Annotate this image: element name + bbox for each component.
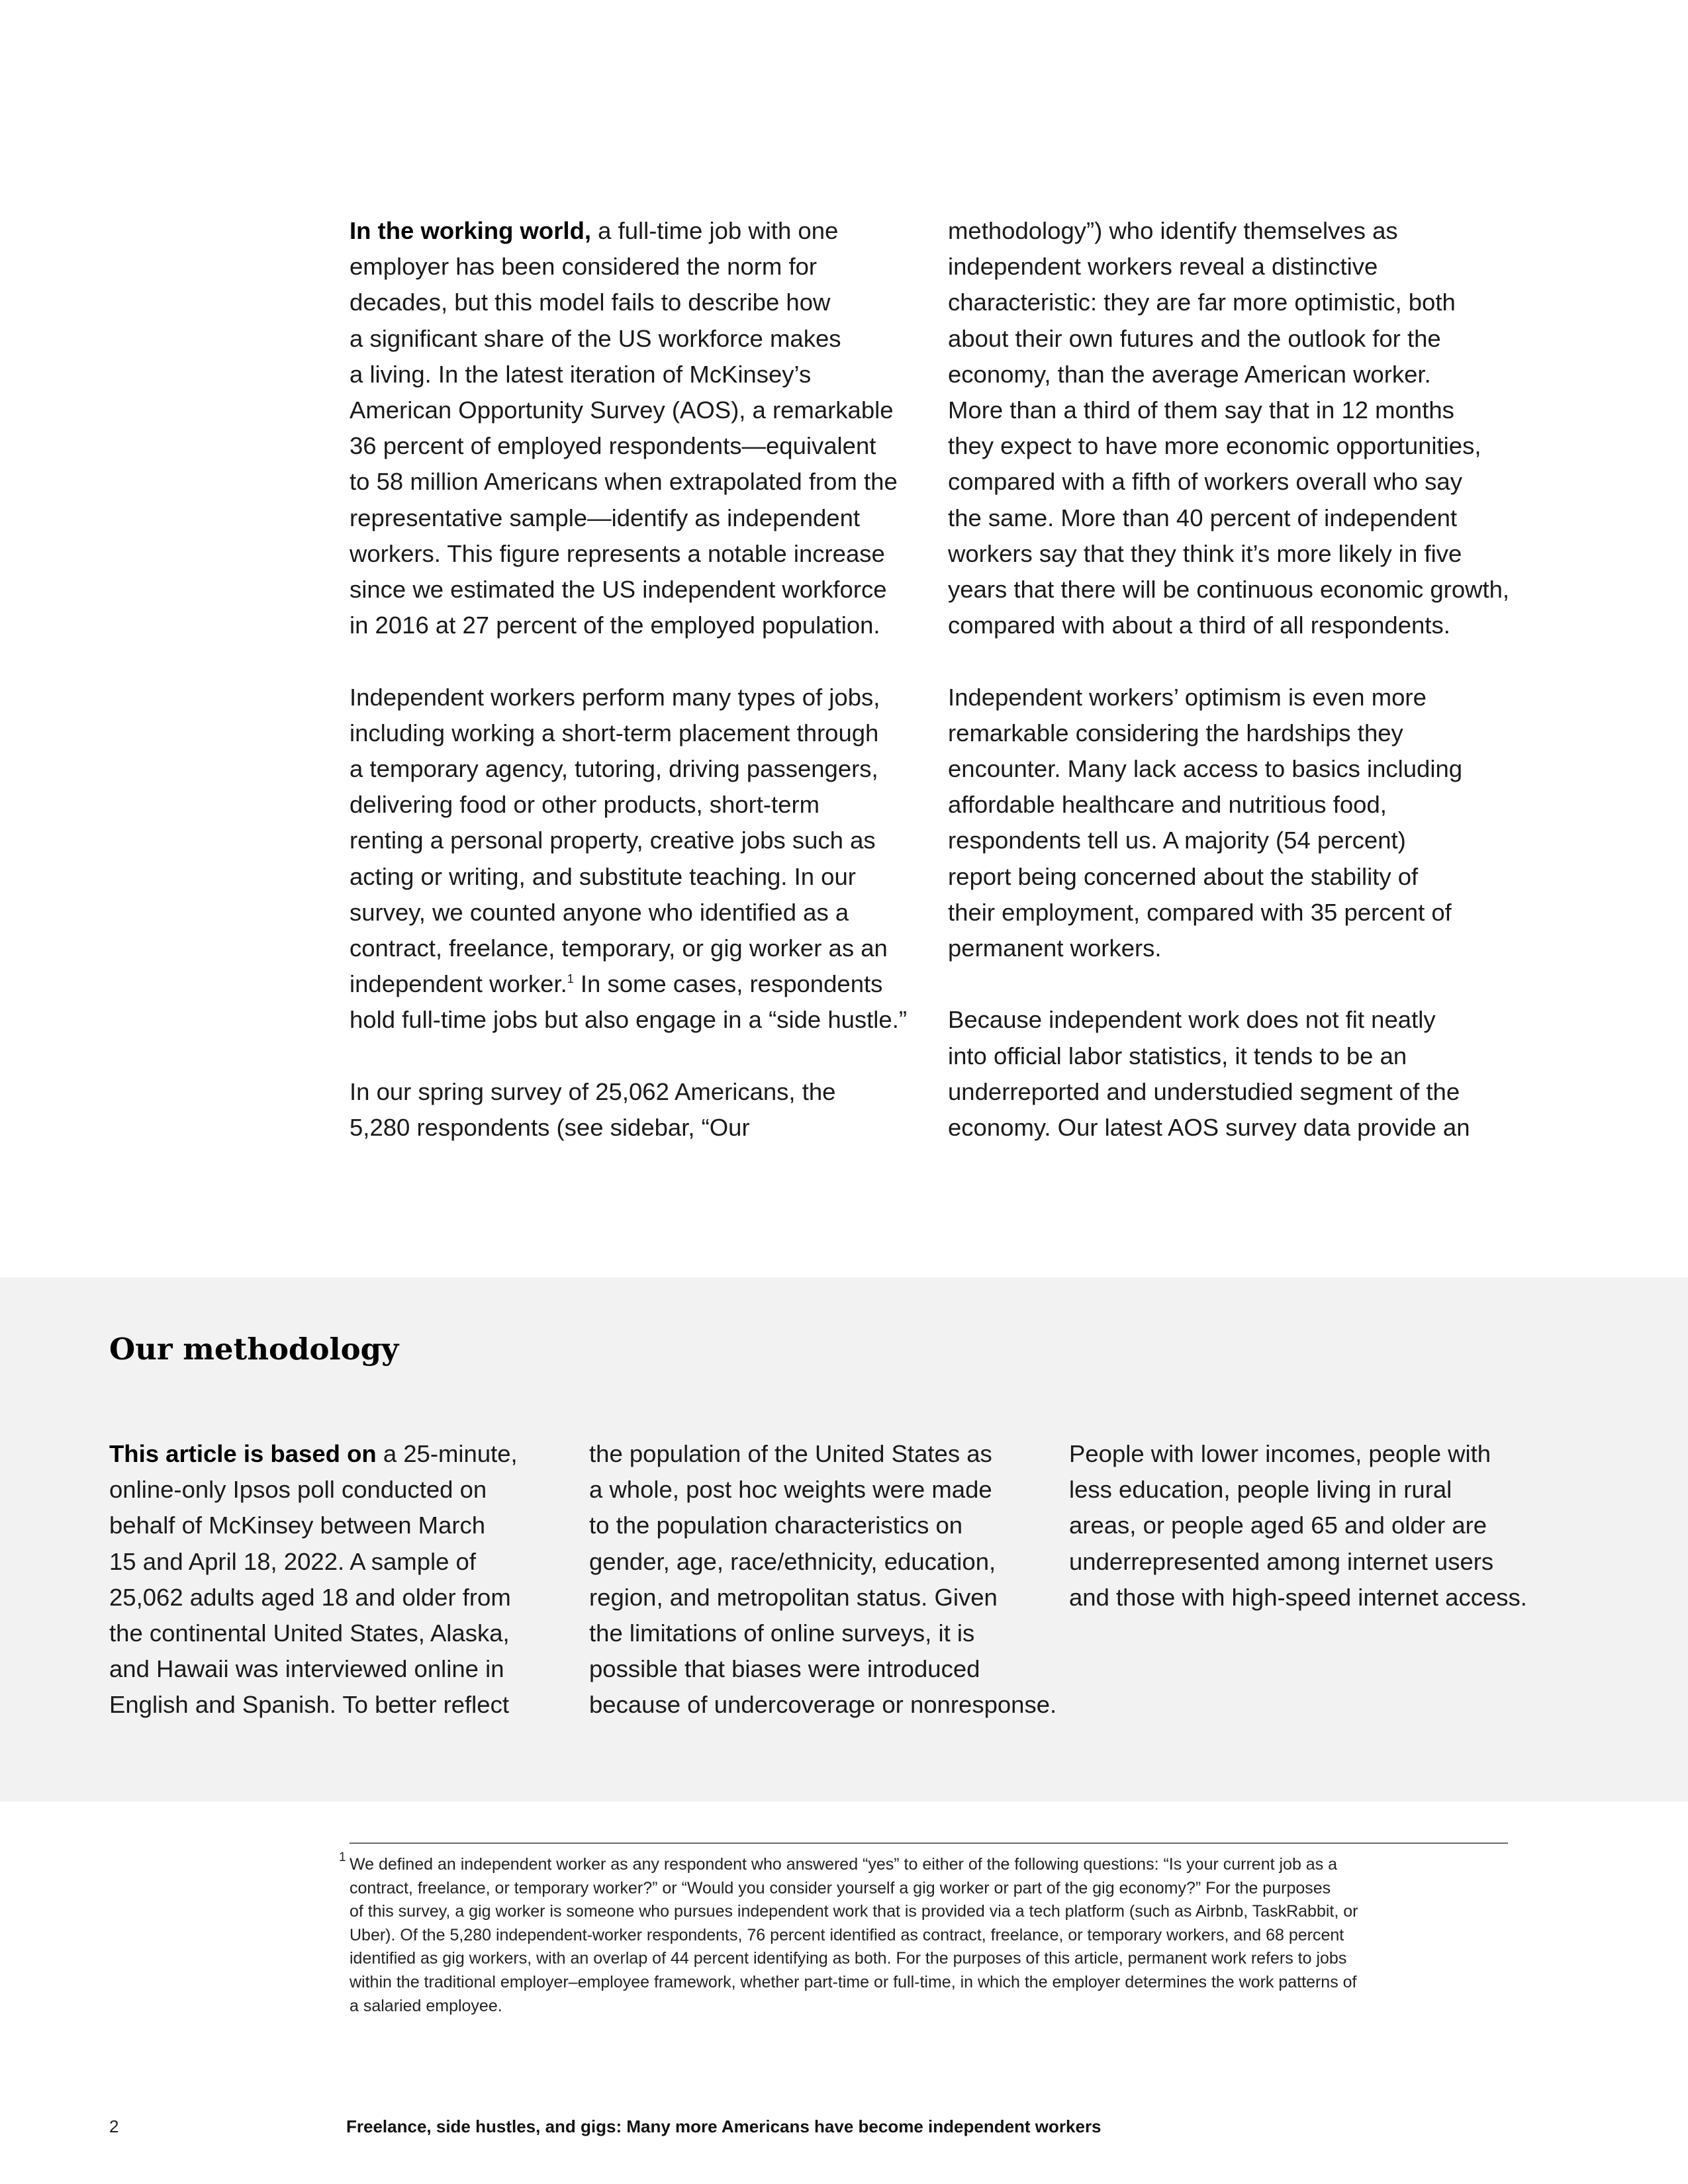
paragraph-optimism [948,213,1509,643]
text-line: online-only Ipsos poll conducted on [109,1476,487,1504]
article-column-left [350,213,907,1146]
text-line: about their own futures and the outlook for the [948,324,1441,352]
paragraph-statistics [948,1002,1509,1146]
text-line: workers say that they think it’s more likely in five [948,539,1462,567]
text-line: 25,062 adults aged 18 and older from [109,1583,511,1611]
text-line: renting a personal property, creative jobs such as [350,827,876,854]
text-line: characteristic: they are far more optimistic, both [948,289,1456,316]
text-line: including working a short-term placement through [350,719,879,747]
text-line: Independent workers perform many types of jobs, [350,683,880,711]
text-line: encounter. Many lack access to basics including [948,755,1463,783]
text-line: decades, but this model fails to describe how [350,289,831,316]
page-number: 2 [109,2116,119,2136]
text-line: affordable healthcare and nutritious food, [948,791,1387,819]
text-line: in 2016 at 27 percent of the employed population. [350,612,880,639]
running-title: Freelance, side hustles, and gigs: Many more Americans have become independent workers [346,2116,1102,2136]
footnote-line: Uber). Of the 5,280 independent-worker respondents, 76 percent identified as contract, freelance, or temporary workers, and 68 percent [350,1925,1344,1944]
text-line: independent workers reveal a distinctive [948,253,1378,281]
text-line: economy, than the average American worker. [948,360,1431,388]
text-line: behalf of McKinsey between March [109,1512,486,1539]
text-line: In our spring survey of 25,062 Americans, the [350,1077,836,1105]
text-line: employer has been considered the norm for [350,253,818,281]
text-line: report being concerned about the stability of [948,862,1419,890]
text-line: region, and metropolitan status. Given [589,1583,998,1611]
text-line: because of undercoverage or nonresponse. [589,1691,1057,1719]
text-line: years that there will be continuous economic growth, [948,576,1510,604]
text-line: a whole, post hoc weights were made [589,1476,992,1504]
text-line: representative sample—identify as independent [350,504,861,531]
footnote-line: contract, freelance, or temporary worker?” or “Would you consider yourself a gig worker or part of the gig economy?” For the purposes [350,1878,1331,1897]
text-line: This article is based on a 25-minute, [109,1440,518,1467]
text-line: 36 percent of employed respondents—equivalent [350,432,876,460]
text-line: to 58 million Americans when extrapolated from the [350,468,898,496]
paragraph-hardships [948,680,1509,967]
paragraph-job-types [350,680,907,1038]
text-line: More than a third of them say that in 12 months [948,396,1454,424]
text-line: they expect to have more economic opportunities, [948,432,1481,460]
text-line: the continental United States, Alaska, [109,1619,510,1647]
text-line: into official labor statistics, it tends to be an [948,1042,1407,1069]
footnote-divider [350,1843,1508,1844]
text-line: a temporary agency, tutoring, driving passengers, [350,755,878,783]
text-line: compared with a fifth of workers overall who say [948,468,1462,496]
footnote-reference[interactable]: 1 [567,972,574,986]
footnote-line: of this survey, a gig worker is someone who pursues independent work that is provided via a tech platform (such as Airbnb, TaskRabbit, or [350,1902,1358,1921]
sidebar-title: Our methodology [109,1332,399,1367]
text-line: gender, age, race/ethnicity, education, [589,1547,996,1575]
paragraph-intro [350,213,907,643]
text-line: In the working world, a full-time job with one [350,217,839,244]
text-line: Because independent work does not fit neatly [948,1006,1436,1034]
text-line: their employment, compared with 35 percent of [948,898,1452,926]
sidebar-column-1 [109,1436,518,1723]
text-line: since we estimated the US independent workforce [350,576,887,604]
text-line: a living. In the latest iteration of McKinsey’s [350,360,812,388]
text-line: independent worker.$^1$ In some cases, respondents [350,970,883,998]
text-line: possible that biases were introduced [589,1655,980,1683]
paragraph-survey [350,1074,907,1146]
sidebar-column-2 [589,1436,1056,1723]
text-line: and Hawaii was interviewed online in [109,1655,504,1683]
text-line: 15 and April 18, 2022. A sample of [109,1547,476,1575]
text-line: workers. This figure represents a notable increase [350,539,885,567]
text-line: People with lower incomes, people with [1069,1440,1491,1467]
text-line: acting or writing, and substitute teaching. In our [350,862,856,890]
text-line: American Opportunity Survey (AOS), a remarkable [350,396,894,424]
text-line: 5,280 respondents (see sidebar, “Our [350,1114,750,1142]
footnote-number: 1 [339,1850,346,1864]
text-line: delivering food or other products, short-term [350,791,820,819]
footnote-line: We defined an independent worker as any respondent who answered “yes” to either of the following questions: “Is your current job as a [350,1855,1338,1874]
footnote-line: a salaried employee. [350,1996,502,2015]
text-line: a significant share of the US workforce makes [350,324,841,352]
text-line: permanent workers. [948,934,1162,962]
sidebar-column-3 [1069,1436,1527,1615]
text-line: less education, people living in rural [1069,1476,1452,1504]
text-line: hold full-time jobs but also engage in a “side hustle.” [350,1006,908,1034]
text-line: economy. Our latest AOS survey data provide an [948,1114,1470,1142]
text-line: methodology”) who identify themselves as [948,217,1398,244]
text-line: underrepresented among internet users [1069,1547,1494,1575]
text-line: underreported and understudied segment of the [948,1077,1460,1105]
text-line: the same. More than 40 percent of independent [948,504,1458,531]
text-line: compared with about a third of all respondents. [948,612,1450,639]
text-line: survey, we counted anyone who identified as a [350,898,849,926]
text-line: contract, freelance, temporary, or gig worker as an [350,934,888,962]
article-column-right [948,213,1509,1146]
text-line: remarkable considering the hardships they [948,719,1403,747]
text-line: areas, or people aged 65 and older are [1069,1512,1487,1539]
text-line: respondents tell us. A majority (54 percent) [948,827,1406,854]
footnote-line: identified as gig workers, with an overlap of 44 percent identifying as both. For the purposes of this article, permanent work refers to jobs [350,1949,1347,1968]
text-line: the population of the United States as [589,1440,992,1467]
lead-in: This article is based on [109,1440,377,1467]
text-line: to the population characteristics on [589,1512,963,1539]
text-line: the limitations of online surveys, it is [589,1619,975,1647]
text-line: and those with high-speed internet access. [1069,1583,1527,1611]
text-line: Independent workers’ optimism is even more [948,683,1427,711]
footnote-text [350,1853,1358,2018]
lead-in: In the working world, [350,217,591,244]
footnote-line: within the traditional employer–employee framework, whether part-time or full-time, in which the employer determines the work patterns of [350,1972,1357,1991]
text-line: English and Spanish. To better reflect [109,1691,509,1719]
